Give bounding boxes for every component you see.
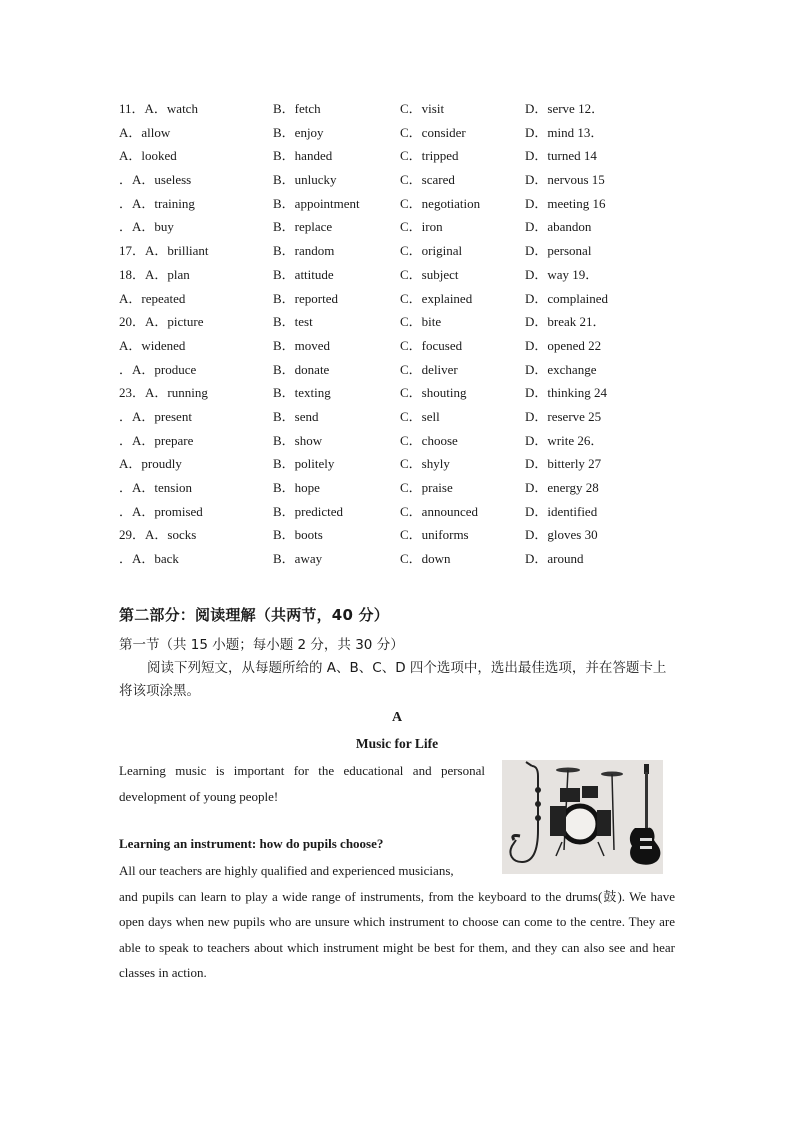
passage-subheading: Learning an instrument: how do pupils choose? [119, 836, 384, 851]
part2-title: 第二部分：阅读理解（共两节，40 分） [119, 606, 389, 624]
option-d: D．serve 12． [525, 101, 605, 116]
instructions: 阅读下列短文，从每题所给的 A、B、C、D 四个选项中，选出最佳选项，并在答题卡上将该项涂黑。 [119, 660, 667, 699]
option-b: B．fetch [273, 101, 321, 116]
option-a: ．A．prepare [119, 432, 194, 448]
option-c: C．iron [400, 219, 443, 235]
drum-kit-icon [550, 768, 623, 857]
option-c: C．uniforms [400, 527, 469, 543]
option-d: D．turned 14 [525, 148, 597, 164]
option-b: B．test [273, 314, 313, 330]
option-d: D．meeting 16 [525, 195, 606, 211]
option-c: C．down [400, 551, 451, 567]
option-row [119, 476, 679, 500]
option-b: B．replace [273, 219, 333, 235]
option-a: 11．A．watch [119, 101, 198, 116]
option-c: C．shyly [400, 456, 450, 472]
option-a: A．looked [119, 148, 177, 164]
option-c: C．announced [400, 503, 478, 519]
option-row [119, 310, 679, 334]
section1-title: 第一节（共 15 小题；每小题 2 分，共 30 分） [119, 637, 404, 653]
option-c: C．consider [400, 124, 466, 140]
option-a: ．A．present [119, 408, 192, 424]
option-c: C．sell [400, 408, 440, 424]
option-row [119, 381, 679, 405]
option-c: C．visit [400, 101, 445, 116]
option-a: A．repeated [119, 290, 186, 306]
option-a: 23．A．running [119, 385, 208, 401]
option-a: A．widened [119, 337, 186, 353]
option-a: ．A．tension [119, 480, 192, 495]
option-c: C．focused [400, 337, 463, 353]
passage-letter: A [391, 710, 403, 725]
option-d: D．gloves 30 [525, 527, 598, 543]
passage-title: Music for Life [355, 736, 439, 751]
option-b: B．enjoy [273, 124, 324, 140]
passage-body: and pupils can learn to play a wide range of instruments, from the keyboard to the drums(鼓). We have open days when new pupils who are unsure which instrument to choose can come to the centre. They are able to speak to teachers about which instrument might be best for them, and they can also see and hear classes in action. [119, 889, 675, 980]
option-b: B．texting [273, 385, 331, 401]
option-b: B．attitude [273, 266, 334, 282]
option-c: C．original [400, 243, 463, 259]
option-c: C．praise [400, 480, 453, 495]
option-row [119, 239, 679, 263]
option-b: B．moved [273, 337, 331, 353]
guitar-icon [630, 764, 661, 865]
option-a: ．A．buy [119, 219, 174, 235]
option-c: C．shouting [400, 385, 467, 401]
option-row [119, 334, 679, 358]
option-c: C．tripped [400, 148, 459, 164]
option-b: B．appointment [273, 195, 360, 211]
option-a: ．A．produce [119, 361, 197, 377]
answer-options [119, 97, 679, 571]
option-row [119, 287, 679, 311]
option-b: B．handed [273, 148, 333, 164]
option-d: D．complained [525, 290, 609, 306]
option-c: C．deliver [400, 361, 458, 377]
option-row [119, 429, 679, 453]
option-d: D．energy 28 [525, 480, 599, 495]
option-row [119, 168, 679, 192]
music-instruments-picture [502, 760, 663, 874]
option-a: 29．A．socks [119, 527, 197, 543]
option-d: D．exchange [525, 361, 597, 377]
option-d: D．way 19． [525, 266, 599, 282]
option-a: 20．A．picture [119, 314, 204, 330]
option-row [119, 263, 679, 287]
option-row [119, 121, 679, 145]
option-b: B．politely [273, 456, 335, 472]
passage-intro: Learning music is important for the educational and personal development of young people! [119, 763, 485, 804]
option-d: D．nervous 15 [525, 172, 605, 188]
option-a: ．A．useless [119, 172, 192, 188]
option-c: C．choose [400, 432, 458, 448]
option-d: D．abandon [525, 219, 592, 235]
option-a: A．proudly [119, 456, 182, 472]
option-row [119, 215, 679, 239]
option-b: B．boots [273, 527, 323, 543]
option-d: D．bitterly 27 [525, 456, 602, 472]
option-d: D．break 21． [525, 314, 606, 330]
option-d: D．write 26． [525, 432, 604, 448]
option-c: C．subject [400, 266, 459, 282]
option-d: D．mind 13． [525, 124, 604, 140]
option-b: B．away [273, 551, 323, 567]
option-row [119, 405, 679, 429]
option-row [119, 192, 679, 216]
option-c: C．scared [400, 172, 455, 188]
option-d: D．thinking 24 [525, 385, 607, 401]
option-b: B．send [273, 408, 319, 424]
option-a: 18．A．plan [119, 266, 190, 282]
option-d: D．opened 22 [525, 337, 602, 353]
option-d: D．reserve 25 [525, 408, 602, 424]
option-c: C．negotiation [400, 195, 481, 211]
option-a: ．A．training [119, 195, 195, 211]
option-c: C．bite [400, 314, 442, 330]
option-b: B．unlucky [273, 172, 337, 188]
option-a: ．A．back [119, 551, 179, 567]
option-b: B．hope [273, 480, 320, 495]
option-d: D．around [525, 551, 584, 567]
option-row [119, 547, 679, 571]
saxophone-icon [510, 762, 540, 862]
option-b: B．show [273, 432, 323, 448]
option-row [119, 452, 679, 476]
option-a: ．A．promised [119, 503, 203, 519]
option-a: A．allow [119, 124, 171, 140]
option-d: D．personal [525, 243, 592, 259]
option-a: 17．A．brilliant [119, 243, 209, 259]
passage-body-line1: All our teachers are highly qualified and experienced musicians, [119, 863, 454, 878]
option-c: C．explained [400, 290, 473, 306]
option-row [119, 500, 679, 524]
option-b: B．predicted [273, 503, 344, 519]
option-row [119, 144, 679, 168]
option-row [119, 97, 679, 121]
option-b: B．reported [273, 290, 338, 306]
option-row [119, 358, 679, 382]
option-row [119, 523, 679, 547]
option-d: D．identified [525, 503, 598, 519]
option-b: B．donate [273, 361, 330, 377]
option-b: B．random [273, 243, 335, 259]
